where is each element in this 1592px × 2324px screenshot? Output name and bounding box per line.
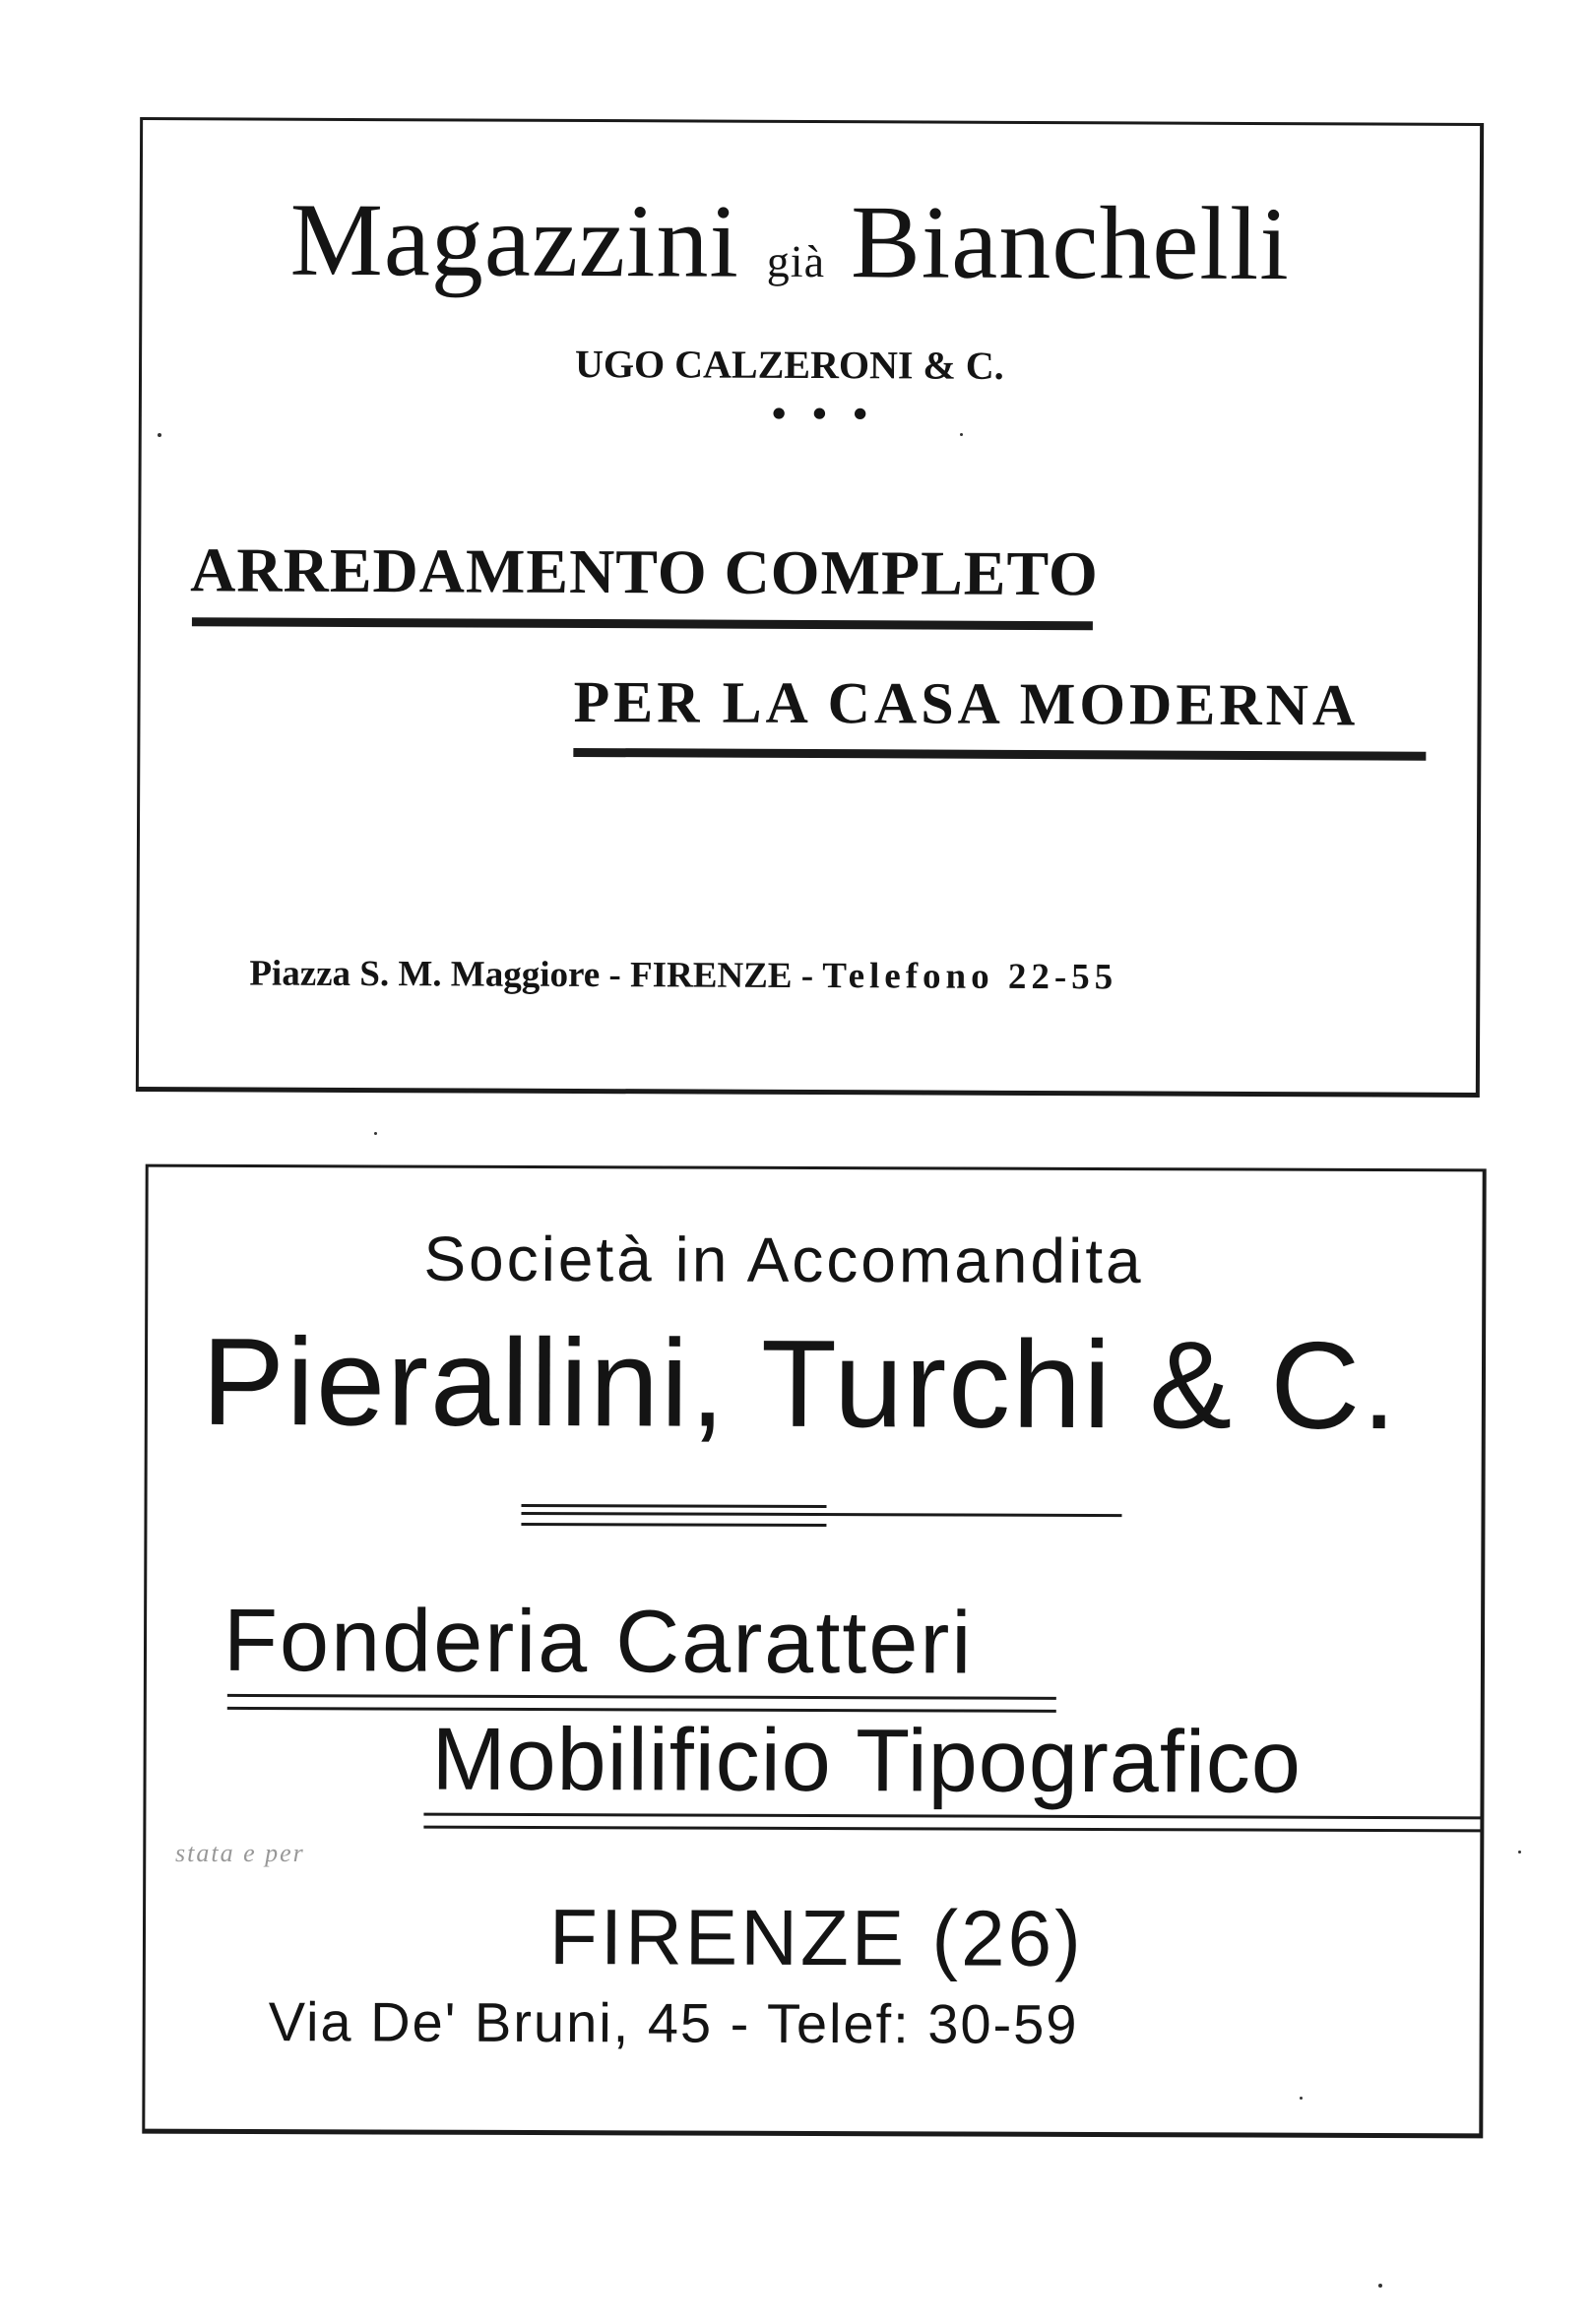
- ad1-address-line: [249, 953, 1117, 999]
- ad1-phone: Telefono 22-55: [822, 956, 1118, 998]
- bleed-through-text: stata e per: [175, 1839, 305, 1867]
- scan-speck: [158, 433, 161, 437]
- advertisement-pierallini: [142, 1164, 1486, 2139]
- ad2-city: FIRENZE (26): [548, 1893, 1084, 1982]
- scan-speck: [1378, 2284, 1382, 2288]
- scan-speck: [1518, 1851, 1521, 1853]
- ad2-address: Via De' Bruni, 45 - Telef: 30-59: [268, 1990, 1079, 2055]
- ad1-headline-2: PER LA CASA MODERNA: [573, 668, 1360, 738]
- ad1-title-small: già: [766, 235, 826, 287]
- ad1-headline-1: ARREDAMENTO COMPLETO: [190, 534, 1099, 609]
- advertisement-magazzini: [136, 117, 1484, 1098]
- ad2-line-2-underline: [423, 1813, 1482, 1833]
- ad1-title-right: Bianchelli: [850, 184, 1291, 302]
- ad2-rule-double: [521, 1504, 826, 1527]
- ad1-address: Piazza S. M. Maggiore - FIRENZE -: [249, 953, 823, 997]
- scan-speck: [960, 433, 963, 436]
- ad1-ornament: • • •: [771, 391, 876, 438]
- ad2-company-name: Pierallini, Turchi & C.: [201, 1311, 1399, 1456]
- ad1-title-left: Magazzini: [289, 181, 740, 299]
- ad1-headline-2-underline: [573, 748, 1426, 761]
- ad1-title: [289, 180, 1290, 304]
- ad1-headline-1-underline: [192, 617, 1093, 630]
- ad2-line-1: Fonderia Caratteri: [223, 1591, 974, 1693]
- ad2-company-type: Società in Accomandita: [423, 1223, 1144, 1297]
- scan-speck: [1300, 2097, 1303, 2100]
- scan-speck: [374, 1132, 377, 1135]
- ad1-subtitle: UGO CALZERONI & C.: [574, 341, 1004, 388]
- ad2-line-2: Mobilificio Tipografico: [431, 1710, 1303, 1812]
